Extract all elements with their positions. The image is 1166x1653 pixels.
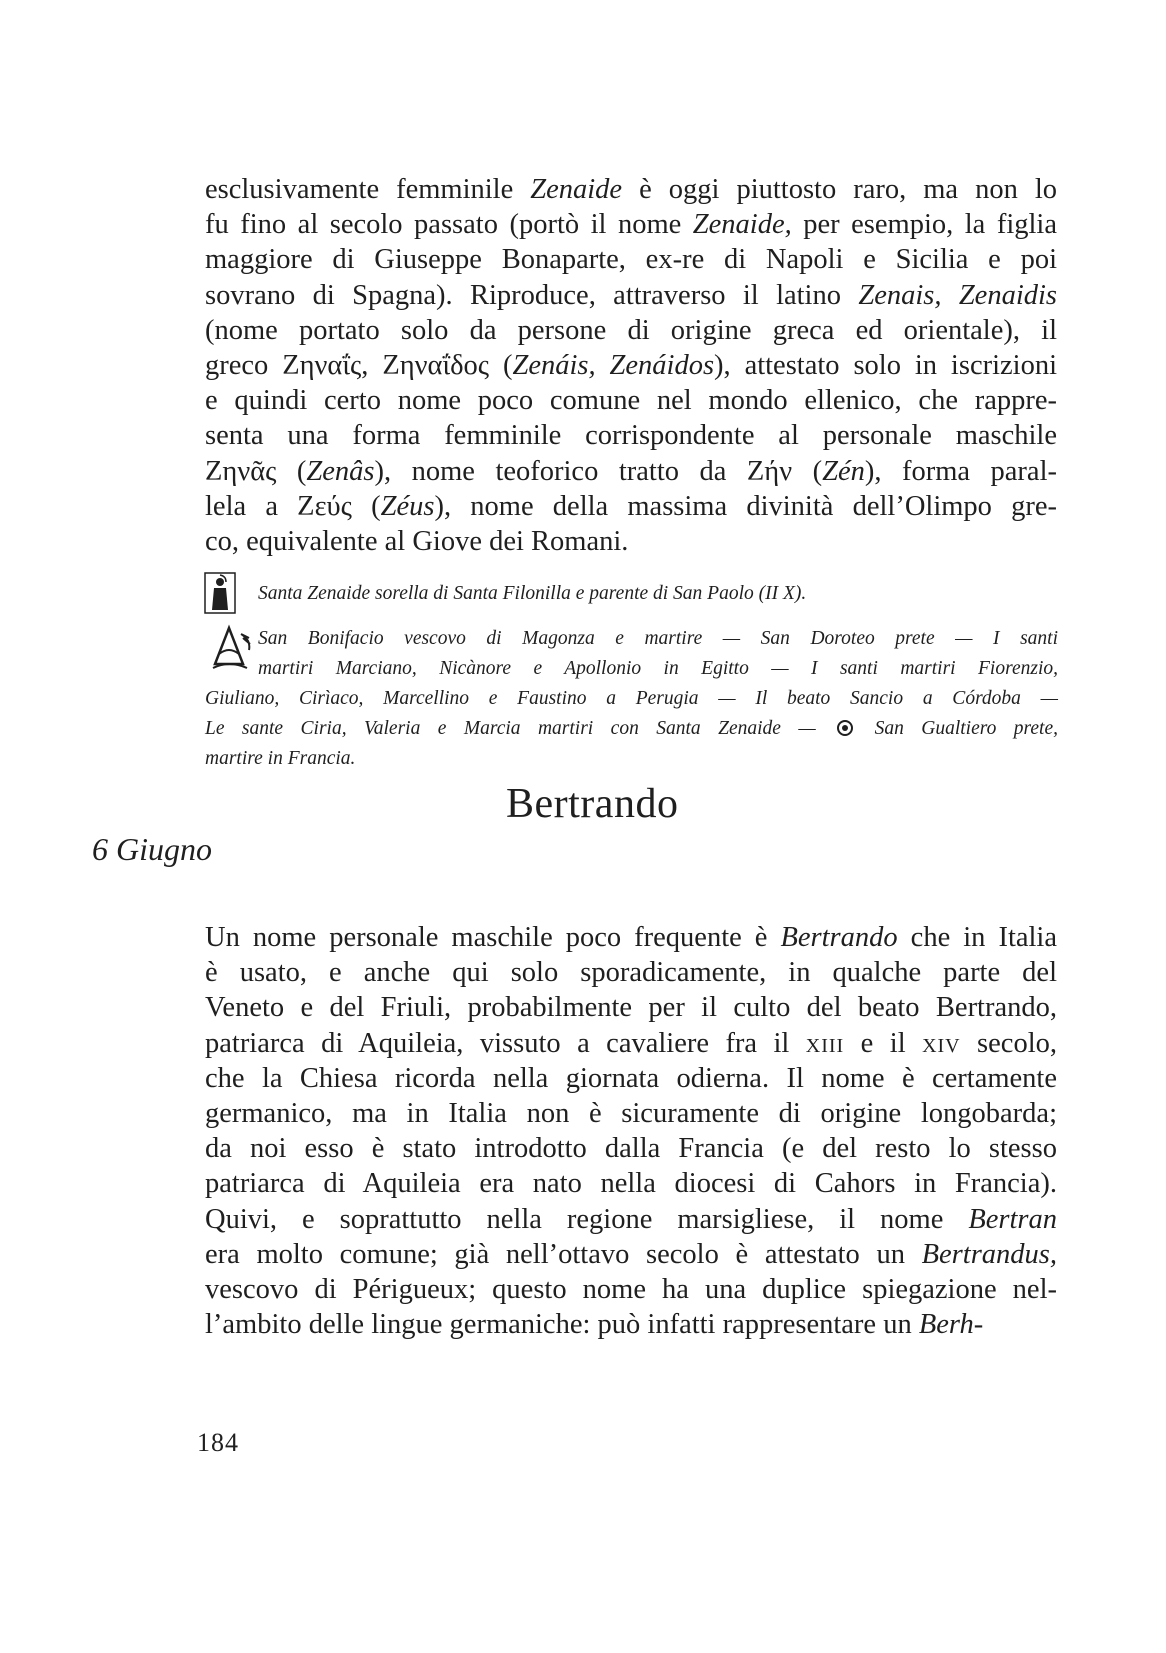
text-segment: sovrano di Spagna). Riproduce, attraverso il latino (205, 279, 859, 311)
italic-term: Zéus (380, 490, 435, 522)
text-line (205, 383, 1057, 418)
text-line (205, 1272, 1057, 1307)
text-line (205, 313, 1057, 348)
text-line (205, 1026, 1057, 1061)
text-segment: è oggi piuttosto raro, ma non lo (622, 174, 1058, 205)
paragraph-zenaide (205, 172, 1057, 559)
text-segment: vescovo di Périgueux; questo nome ha una duplice spiegazione nel- (205, 1274, 1057, 1306)
italic-term: Zenâs (306, 455, 375, 487)
text-line (205, 348, 1057, 383)
text-segment: era molto comune; già nell’ottavo secolo è attestato un (205, 1238, 922, 1270)
text-segment: co, equivalente al Giove dei Romani. (205, 526, 629, 558)
note-line: San Bonifacio vescovo di Magonza e martire — San Doroteo prete — I santi (258, 628, 1058, 649)
text-segment: che in Italia (897, 922, 1057, 953)
text-segment: da noi esso è stato introdotto dalla Francia (e del resto lo stesso (205, 1133, 1057, 1165)
text-line (205, 1061, 1057, 1096)
text-line (205, 489, 1057, 524)
text-segment: l’ambito delle lingue germaniche: può infatti rappresentare un (205, 1309, 919, 1341)
note-saints-zenaide (258, 579, 1048, 609)
text-segment: fu fino al secolo passato (portò il nome (205, 209, 693, 241)
italic-term: Zenaide, (692, 209, 792, 241)
text-segment: ), nome della massima divinità dell’Olimpo gre- (434, 490, 1057, 522)
text-line (205, 955, 1057, 990)
note-line: martire in Francia. (205, 748, 356, 769)
text-line (205, 207, 1057, 242)
paragraph-bertrando (205, 920, 1057, 1342)
note-segment: Le sante Ciria, Valeria e Marcia martiri con Santa Zenaide — (205, 718, 834, 739)
text-line (205, 278, 1057, 313)
note-martyrs-list (258, 624, 1058, 684)
note-line (205, 714, 1058, 744)
text-segment: Un nome personale maschile poco frequente è (205, 922, 781, 953)
text-segment: greco Ζηναΐς, Ζηναΐδος ( (205, 350, 513, 382)
text-line (205, 1237, 1057, 1272)
text-line (205, 242, 1057, 277)
text-line (205, 172, 1057, 207)
text-segment: patriarca di Aquileia era nato nella diocesi di Cahors in Francia). (205, 1168, 1057, 1200)
text-line (205, 1166, 1057, 1201)
italic-term: Bertran (968, 1203, 1057, 1235)
text-segment: Ζηνᾶς ( (205, 455, 307, 487)
text-line (205, 1096, 1057, 1131)
text-segment: e quindi certo nome poco comune nel mondo ellenico, che rappre- (205, 385, 1057, 417)
entry-heading: Bertrando (506, 781, 679, 827)
italic-term: Zén (822, 455, 865, 487)
text-segment: maggiore di Giuseppe Bonaparte, ex-re di Napoli e Sicilia e poi (205, 244, 1057, 276)
page-number: 184 (197, 1428, 239, 1457)
italic-term: Zenais, Zenaidis (858, 279, 1058, 311)
martyr-palm-icon (205, 624, 253, 672)
text-line (205, 1202, 1057, 1237)
note-line: Santa Zenaide sorella di Santa Filonilla e parente di San Paolo (II X). (258, 583, 807, 604)
text-segment: che la Chiesa ricorda nella giornata odierna. Il nome è certamente (205, 1062, 1057, 1094)
circled-dot-icon (837, 720, 853, 736)
text-segment: (nome portato solo da persone di origine greca ed orientale), il (205, 314, 1057, 346)
italic-term: Zenáis, Zenáidos (512, 350, 715, 382)
text-segment: ), nome teoforico tratto da Ζήν ( (374, 455, 823, 487)
note-martyrs-list-continued (205, 684, 1058, 774)
text-segment: per esempio, la figlia (791, 209, 1057, 241)
text-segment: Quivi, e soprattutto nella regione marsigliese, il nome (205, 1203, 969, 1235)
roman-numeral: xiv (922, 1027, 961, 1059)
text-line (205, 920, 1057, 955)
italic-term: Bertrando (780, 922, 898, 953)
note-segment: San Gualtiero prete, (874, 718, 1058, 739)
text-segment: patriarca di Aquileia, vissuto a cavaliere fra il (205, 1027, 806, 1059)
text-segment: e il (844, 1027, 923, 1059)
text-segment: ), forma paral- (864, 455, 1057, 487)
text-segment: secolo, (960, 1027, 1057, 1059)
text-segment: lela a Ζεύς ( (205, 490, 381, 522)
text-segment: ), attestato solo in iscrizioni (714, 350, 1057, 382)
saint-figure-icon (204, 572, 236, 614)
text-segment: Veneto e del Friuli, probabilmente per il culto del beato Bertrando, (205, 992, 1057, 1024)
text-segment: esclusivamente femminile (205, 174, 531, 205)
roman-numeral: xiii (805, 1027, 845, 1059)
note-line: martiri Marciano, Nicànore e Apollonio in Egitto — I santi martiri Fiorenzio, (258, 658, 1058, 679)
italic-term: Berh- (918, 1309, 984, 1341)
italic-term: Bertrandus, (921, 1238, 1057, 1270)
text-line (205, 1307, 1057, 1342)
entry-date: 6 Giugno (92, 831, 212, 867)
text-line (205, 418, 1057, 453)
text-segment: è usato, e anche qui solo sporadicamente, in qualche parte del (205, 957, 1057, 989)
text-line (205, 990, 1057, 1025)
text-line (205, 454, 1057, 489)
text-segment: germanico, ma in Italia non è sicuramente di origine longobarda; (205, 1098, 1057, 1130)
italic-term: Zenaide (530, 174, 623, 205)
note-line: Giuliano, Cirìaco, Marcellino e Faustino a Perugia — Il beato Sancio a Córdoba — (205, 688, 1058, 709)
text-line (205, 1131, 1057, 1166)
text-segment: senta una forma femminile corrispondente al personale maschile (205, 420, 1057, 452)
text-line (205, 524, 1057, 559)
